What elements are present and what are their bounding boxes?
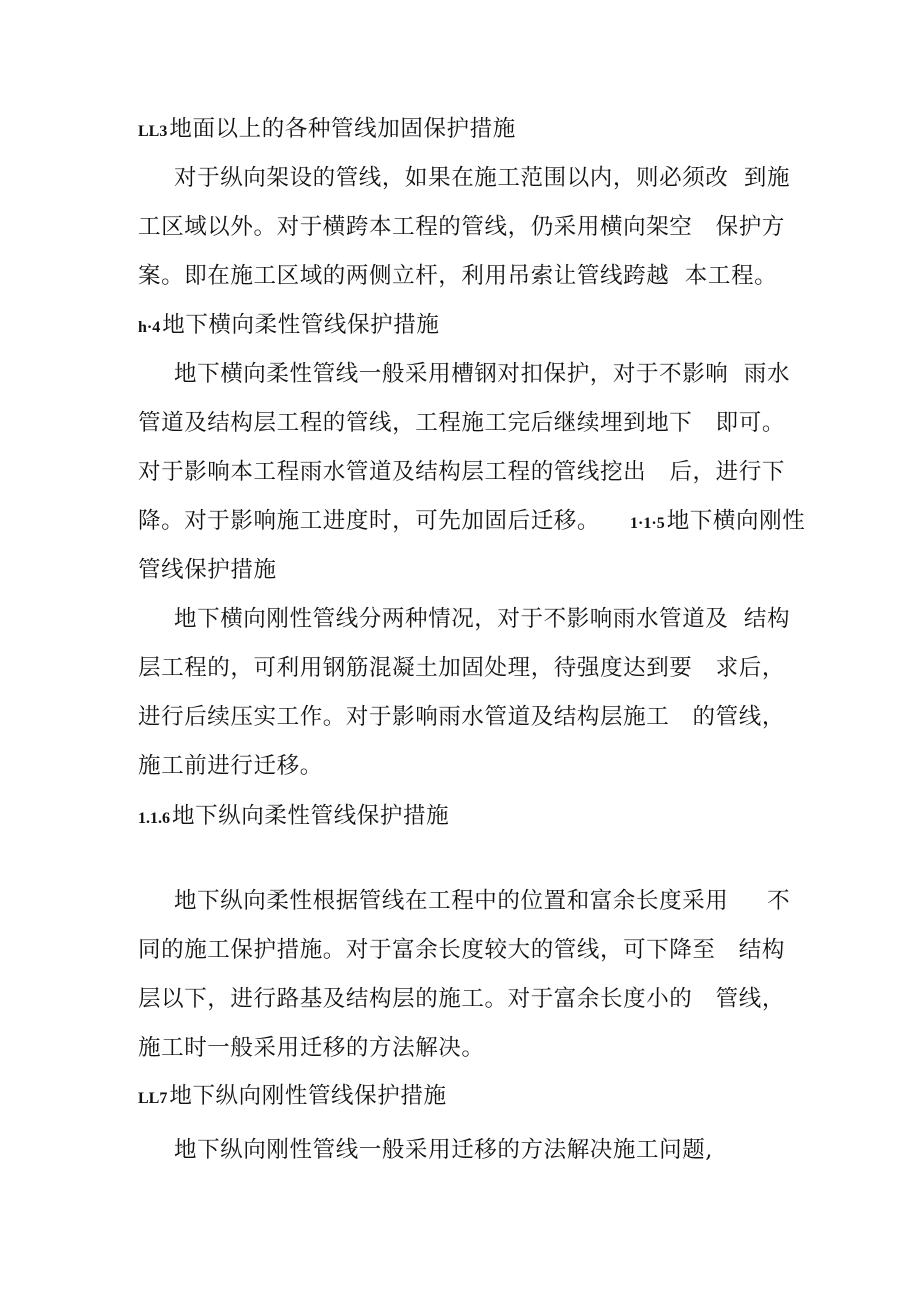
paragraph-line: 施工前进行迁移。 (138, 753, 323, 779)
paragraph-line: 进行后续压实工作。对于影响雨水管道及结构层施工 的管线， (138, 704, 785, 730)
section-title: 地下纵向柔性管线保护措施 (172, 803, 450, 829)
section-number: LL3 (138, 123, 168, 140)
section-number: 1.1.6 (138, 810, 170, 827)
paragraph-line: 地下横向刚性管线分两种情况，对于不影响雨水管道及 结构 (174, 606, 791, 632)
paragraph-line: 层以下，进行路基及结构层的施工。对于富余长度小的 管线， (138, 986, 785, 1012)
section-title: 地面以上的各种管线加固保护措施 (169, 116, 516, 142)
paragraph-line: 地下纵向刚性管线一般采用迁移的方法解决施工问题, (174, 1137, 714, 1163)
paragraph-line-with-heading (138, 506, 805, 539)
paragraph-line: 案。即在施工区域的两侧立杆，利用吊索让管线跨越 本工程。 (138, 263, 778, 289)
paragraph-line: 施工时一般采用迁移的方法解决。 (138, 1035, 485, 1061)
paragraph-line: 对于纵向架设的管线，如果在施工范围以内，则必须改 到施 (174, 165, 791, 191)
section-title: 地下纵向刚性管线保护措施 (169, 1083, 447, 1109)
heading-1-1-7 (138, 1081, 447, 1114)
heading-1-1-4 (138, 310, 439, 343)
heading-1-1-3 (138, 114, 516, 147)
section-title: 地下横向柔性管线保护措施 (162, 312, 440, 338)
section-title: 地下横向刚性 (666, 508, 806, 534)
paragraph-line: 地下横向柔性管线一般采用槽钢对扣保护，对于不影响 雨水 (174, 361, 791, 387)
paragraph-line: 管道及结构层工程的管线，工程施工完后继续埋到地下 即可。 (138, 410, 785, 436)
paragraph-line: 层工程的，可利用钢筋混凝土加固处理，待强度达到要 求后， (138, 655, 785, 681)
paragraph-line: 同的施工保护措施。对于富余长度较大的管线，可下降至 结构 (138, 937, 785, 963)
paragraph-line: 对于影响本工程雨水管道及结构层工程的管线挖出 后，进行下 (138, 459, 785, 485)
heading-1-1-6 (138, 801, 449, 834)
section-number: 1·1·5 (630, 515, 665, 532)
paragraph-line: 地下纵向柔性根据管线在工程中的位置和富余长度采用 不 (174, 888, 791, 914)
section-title-continuation: 管线保护措施 (138, 557, 277, 583)
paragraph-line: 工区域以外。对于横跨本工程的管线，仍采用横向架空 保护方 (138, 214, 785, 240)
section-number: h·4 (138, 319, 161, 336)
section-number: LL7 (138, 1090, 168, 1107)
paragraph-text: 降。对于影响施工进度时，可先加固后迁移。 (138, 508, 601, 534)
